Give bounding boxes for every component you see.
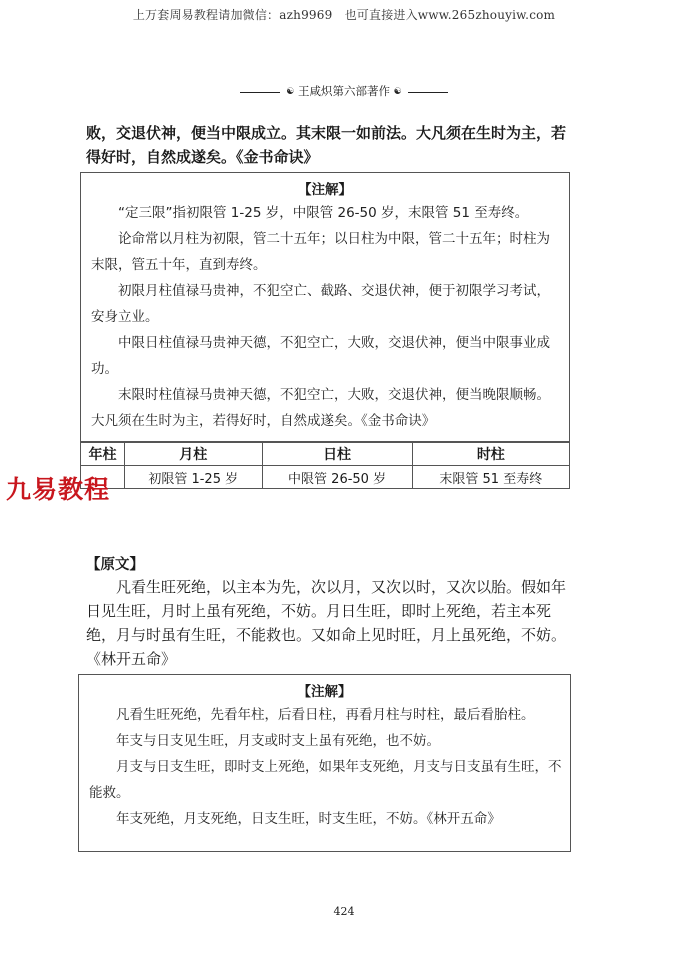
annotation-body xyxy=(81,200,569,434)
table-header-row xyxy=(81,443,570,466)
cell-month: 初限管 1-25 岁 xyxy=(124,466,262,489)
intro-paragraph: 败，交退伏神，便当中限成立。其末限一如前法。大凡须在生时为主，若得好时，自然成遂矣。《金书命诀》 xyxy=(86,124,567,166)
annotation-paragraph: 年支死绝，月支死绝，日支生旺，时支生旺，不妨。《林开五命》 xyxy=(116,811,501,827)
book-header-title: 王咸炽第六部著作 xyxy=(298,84,390,98)
table-row xyxy=(81,466,570,489)
header-hour-pillar: 时柱 xyxy=(412,443,569,466)
annotation-paragraph: 末限时柱值禄马贵神天德，不犯空亡，大败，交退伏神，便当晚限顺畅。大凡须在生时为主，若得好时，自然成遂矣。《金书命诀》 xyxy=(91,387,550,429)
watermark-text: 九易教程 xyxy=(6,475,111,504)
original-text: 凡看生旺死绝，以主本为先，次以月，又次以时，又次以胎。假如年日见生旺，月时上虽有死绝，不妨。月日生旺，即时上死绝，若主本死绝，月与时虽有生旺，不能救也。又如命上见时旺，月上虽死绝，不妨。《林开五命》 xyxy=(86,578,567,668)
section-title: 【原文】 xyxy=(86,557,144,573)
header-left-rule xyxy=(240,92,280,93)
annotation-paragraph: “定三限”指初限管 1-25 岁，中限管 26-50 岁，末限管 51 至寿终。 xyxy=(118,205,529,221)
cell-hour: 末限管 51 至寿终 xyxy=(412,466,569,489)
annotation-paragraph: 论命常以月柱为初限，管二十五年；以日柱为中限，管二十五年；时柱为末限，管五十年，直到寿终。 xyxy=(91,231,550,273)
annotation-paragraph: 年支与日支见生旺，月支或时支上虽有死绝，也不妨。 xyxy=(116,733,440,749)
annotation-title: 【注解】 xyxy=(298,182,352,198)
header-day-pillar: 日柱 xyxy=(262,443,412,466)
yin-yang-icon: ☯ xyxy=(286,87,295,97)
annotation-paragraph: 中限日柱值禄马贵神天德，不犯空亡，大败，交退伏神，便当中限事业成功。 xyxy=(91,335,550,377)
header-year-pillar: 年柱 xyxy=(81,443,125,466)
cell-day: 中限管 26-50 岁 xyxy=(262,466,412,489)
header-month-pillar: 月柱 xyxy=(124,443,262,466)
book-header xyxy=(0,83,688,99)
header-right-rule xyxy=(408,92,448,93)
annotation-paragraph: 初限月柱值禄马贵神，不犯空亡、截路、交退伏神，便于初限学习考试，安身立业。 xyxy=(91,283,550,325)
yin-yang-icon: ☯ xyxy=(393,87,402,97)
pillar-table xyxy=(80,442,570,489)
annotation-box-1 xyxy=(80,172,570,442)
annotation-body xyxy=(79,702,570,832)
annotation-paragraph: 凡看生旺死绝，先看年柱，后看日柱，再看月柱与时柱，最后看胎柱。 xyxy=(116,707,535,723)
annotation-title: 【注解】 xyxy=(297,684,352,700)
top-banner: 上万套周易教程请加微信：azh9969 也可直接进入www.265zhouyiw.com xyxy=(132,8,556,22)
annotation-box-2 xyxy=(78,674,571,852)
annotation-paragraph: 月支与日支生旺，即时支上死绝，如果年支死绝，月支与日支虽有生旺，不能救。 xyxy=(89,759,562,801)
page-number: 424 xyxy=(333,905,355,918)
